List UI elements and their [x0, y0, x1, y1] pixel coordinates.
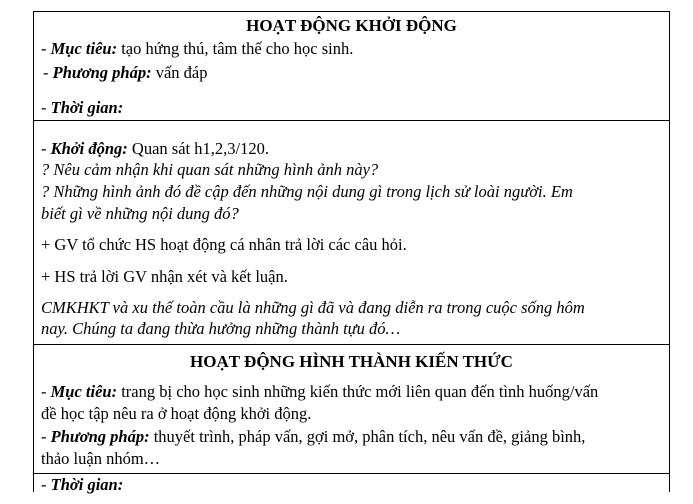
- step-1: + GV tổ chức HS hoạt động cá nhân trả lời các câu hỏi.: [41, 235, 407, 254]
- knowledge-objective-row-2: đề học tập nêu ra ở hoạt động khởi động.: [41, 404, 312, 423]
- knowledge-objective-text: trang bị cho học sinh những kiến thức mới liên quan đến tình huống/vấn: [121, 382, 599, 401]
- knowledge-method-text: thuyết trình, pháp vấn, gợi mở, phân tích, nêu vấn đề, giảng bình,: [153, 427, 586, 446]
- warmup-text: Quan sát h1,2,3/120.: [131, 139, 269, 158]
- method-row: - Phương pháp: vấn đáp: [43, 63, 208, 82]
- warmup-label: Khởi động:: [50, 139, 128, 158]
- section-heading-knowledge: HOẠT ĐỘNG HÌNH THÀNH KIẾN THỨC: [190, 352, 513, 371]
- knowledge-objective-row-1: - Mục tiêu: trang bị cho học sinh những kiến thức mới liên quan đến tình huống/vấn: [41, 382, 599, 401]
- objective-text: tạo hứng thú, tâm thế cho học sinh.: [121, 39, 354, 58]
- knowledge-info-cell: [34, 344, 669, 504]
- question-2-line-2: biết gì về những nội dung đó?: [41, 204, 239, 223]
- method-label: Phương pháp:: [52, 63, 152, 82]
- time-label: Thời gian:: [50, 98, 124, 117]
- question-2-line-1: ? Những hình ảnh đó đề cập đến những nội dung gì trong lịch sử loài người. Em: [41, 182, 573, 201]
- conclusion-line-2: nay. Chúng ta đang thừa hưởng những thành tựu đó…: [41, 319, 401, 338]
- objective-row: - Mục tiêu: tạo hứng thú, tâm thế cho học sinh.: [41, 39, 354, 58]
- time-row: - Thời gian:: [41, 98, 124, 117]
- objective-label: Mục tiêu:: [50, 39, 118, 58]
- method-text: vấn đáp: [155, 63, 208, 82]
- question-1: ? Nêu cảm nhận khi quan sát những hình ảnh này?: [41, 160, 379, 179]
- knowledge-method-row-2: thảo luận nhóm…: [41, 449, 161, 468]
- row-divider: [34, 473, 669, 474]
- warmup-info-cell: [34, 12, 669, 121]
- warmup-row: - Khởi động: Quan sát h1,2,3/120.: [41, 139, 269, 158]
- section-heading-warmup: HOẠT ĐỘNG KHỞI ĐỘNG: [246, 16, 457, 35]
- conclusion-line-1: CMKHKT và xu thế toàn cầu là những gì đã và đang diễn ra trong cuộc sống hôm: [41, 298, 585, 317]
- step-2: + HS trả lời GV nhận xét và kết luận.: [41, 267, 288, 286]
- knowledge-method-label: Phương pháp:: [50, 427, 150, 446]
- knowledge-time-label: Thời gian:: [50, 475, 124, 494]
- knowledge-objective-label: Mục tiêu:: [50, 382, 118, 401]
- knowledge-method-row-1: - Phương pháp: thuyết trình, pháp vấn, gợi mở, phân tích, nêu vấn đề, giảng bình,: [41, 427, 586, 446]
- knowledge-time-row: - Thời gian:: [41, 475, 124, 494]
- lesson-plan-table: [33, 11, 670, 492]
- warmup-activity-cell: [34, 120, 669, 345]
